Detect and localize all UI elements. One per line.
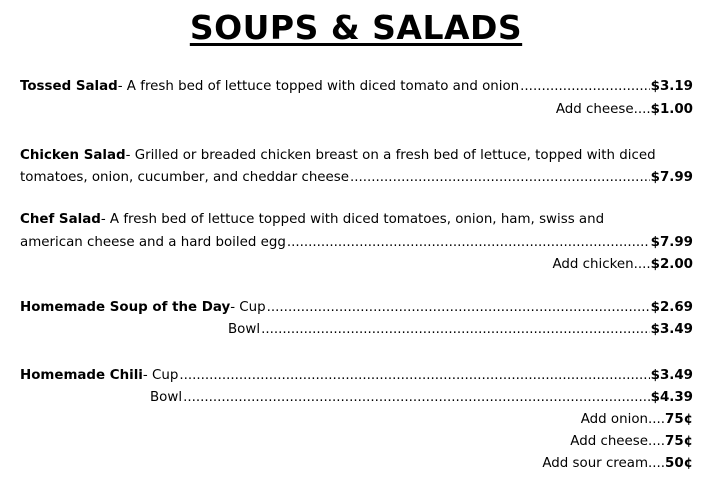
addon-label: Add chicken: [552, 257, 634, 272]
item-price: $7.99: [650, 170, 693, 185]
dot-leader: ....: [633, 102, 651, 117]
item-description: tomatoes, onion, cucumber, and cheddar cheese: [20, 170, 349, 185]
chili-cup-line: [20, 368, 693, 388]
addon-label: Add cheese: [570, 434, 649, 449]
dot-leader: ....: [648, 434, 666, 449]
dot-leader: ....: [648, 456, 666, 471]
addon-price: $2.00: [650, 257, 693, 272]
soup-cup-line: [20, 300, 693, 320]
addon-price: $1.00: [650, 102, 693, 117]
item-description: - Grilled or breaded chicken breast on a fresh bed of lettuce, topped with diced: [125, 148, 656, 163]
chicken-salad-line-1: [20, 148, 693, 168]
item-name: Chef Salad: [20, 212, 101, 227]
dot-leader: [350, 170, 650, 185]
bowl-label: Bowl: [228, 322, 261, 337]
chili-addon-line: [20, 434, 693, 454]
dot-leader: [179, 368, 649, 383]
dot-leader: [261, 322, 650, 337]
chili-addon-line: [20, 412, 693, 432]
cup-label: - Cup: [230, 300, 266, 315]
dot-leader: ....: [648, 412, 666, 427]
dot-leader: [287, 235, 650, 250]
item-description: - A fresh bed of lettuce topped with diced tomatoes, onion, ham, swiss and: [100, 212, 605, 227]
chili-bowl-line: [20, 390, 693, 410]
item-description: - A fresh bed of lettuce topped with diced tomato and onion: [117, 79, 520, 94]
dot-leader: [267, 300, 650, 315]
bowl-price: $4.39: [650, 390, 693, 405]
addon-price: 75¢: [665, 434, 693, 449]
soup-bowl-line: [20, 322, 693, 342]
chicken-salad-line-2: [20, 170, 693, 190]
bowl-label: Bowl: [150, 390, 183, 405]
bowl-price: $3.49: [650, 322, 693, 337]
cup-price: $3.49: [650, 368, 693, 383]
item-name: Homemade Chili: [20, 368, 143, 383]
addon-label: Add cheese: [555, 102, 634, 117]
addon-price: 50¢: [665, 456, 693, 471]
chef-salad-line-2: [20, 235, 693, 255]
addon-price: 75¢: [665, 412, 693, 427]
cup-label: - Cup: [142, 368, 179, 383]
cup-price: $2.69: [650, 300, 693, 315]
page-title: SOUPS & SALADS: [189, 8, 523, 47]
addon-label: Add sour cream: [542, 456, 649, 471]
item-name: Homemade Soup of the Day: [20, 300, 231, 315]
addon-label: Add onion: [580, 412, 649, 427]
dot-leader: [183, 390, 650, 405]
tossed-salad-line: [20, 79, 693, 99]
chef-salad-line-1: [20, 212, 693, 232]
chef-addon-line: [20, 257, 693, 277]
dot-leader: [520, 79, 649, 94]
item-price: $3.19: [650, 79, 693, 94]
dot-leader: ....: [633, 257, 651, 272]
tossed-addon-line: [20, 102, 693, 122]
item-price: $7.99: [650, 235, 693, 250]
item-name: Tossed Salad: [20, 79, 118, 94]
chili-addon-line: [20, 456, 693, 476]
item-name: Chicken Salad: [20, 148, 126, 163]
item-description: american cheese and a hard boiled egg: [20, 235, 286, 250]
